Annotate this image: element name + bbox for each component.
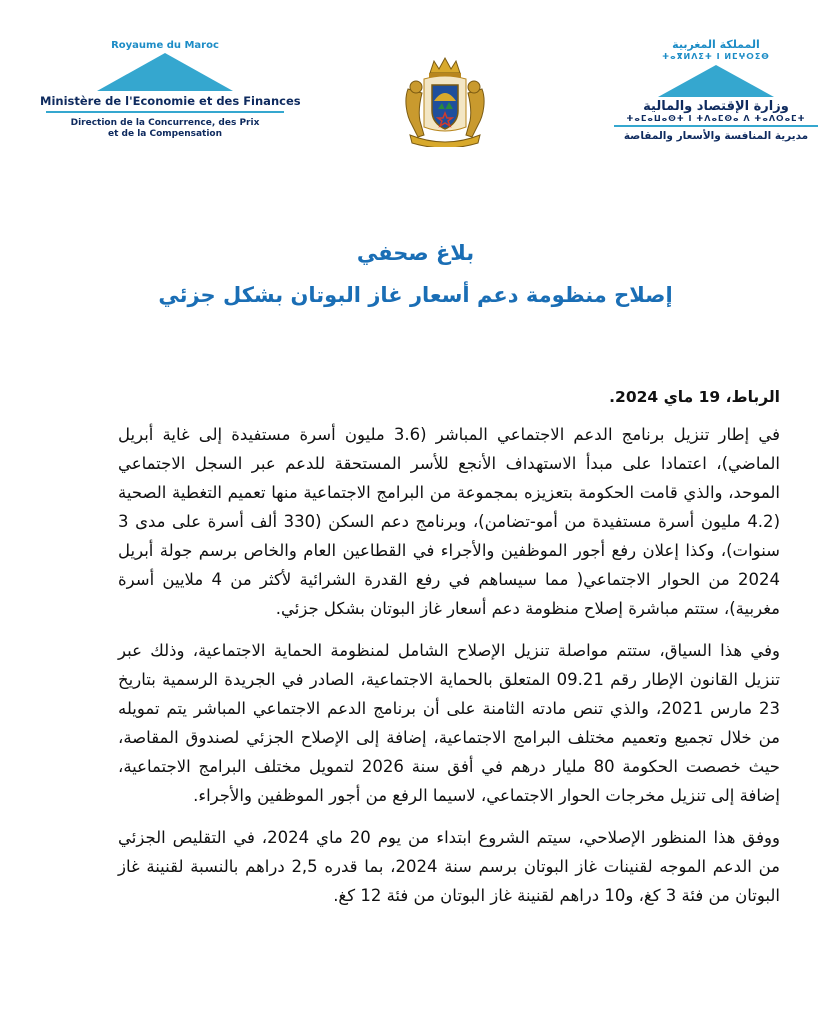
royal-coat-of-arms-icon	[402, 55, 488, 147]
document-title: بلاغ صحفي	[356, 241, 475, 265]
direction-line-2: et de la Compensation	[107, 129, 223, 139]
ministry-triangle-icon	[97, 53, 233, 91]
kingdom-label-tifinagh: ⵜⴰⴳⵍⴷⵉⵜ ⵏ ⵍⵎⵖⵔⵉⴱ	[662, 52, 770, 61]
ministry-name-tifinagh: ⵜⴰⵎⴰⵡⴰⵙⵜ ⵏ ⵜⴷⴰⵎⵙⴰ ⴷ ⵜⴰⴷⵔⴰⵎⵜ	[626, 114, 806, 123]
paragraph-3: ووفق هذا المنظور الإصلاحي، سيتم الشروع ابتداء من يوم 20 ماي 2024، في التقليص الجزئي من الدعم الموجه لقنينات غاز البوتان برسم سنة 2024، بما قدره 2,5 دراهم بالنسبة لقنينة غاز البوتان من فئة 3 كغ، و10 دراهم لقنينة غاز البوتان من فئة 12 كغ.	[118, 828, 780, 905]
direction-name-fr	[40, 118, 290, 140]
ministry-logo-french	[40, 40, 301, 140]
direction-name-ar: مديرية المنافسة والأسعار والمقاصة	[623, 130, 809, 142]
letterhead	[0, 0, 831, 200]
ministry-name-fr: Ministère de l'Economie et des Finances	[40, 94, 301, 108]
ministry-triangle-icon	[658, 65, 774, 97]
paragraph-2: وفي هذا السياق، ستتم مواصلة تنزيل الإصلاح الشامل لمنظومة الحماية الاجتماعية، وذلك عبر تنزيل القانون الإطار رقم 09.21 المتعلق بالحماية الاجتماعية، الصادر في الجريدة الرسمية بتاريخ 23 مارس 2021، والذي تنص مادته الثامنة على أن برنامج الدعم الاجتماعي المباشر يتم تمويله من خلال تجميع وتعميم مختلف البرامج الاجتماعية، إضافة إلى الإصلاح الجزئي لصندوق المقاصة، حيث خصصت الحكومة 80 مليار درهم في أفق سنة 2026 لتمويل مختلف البرامج الاجتماعية، إضافة إلى تنزيل مخرجات الحوار الاجتماعي، لاسيما الرفع من أجور الموظفين والأجراء.	[118, 641, 781, 805]
kingdom-label-fr: Royaume du Maroc	[111, 40, 219, 51]
logo-divider	[46, 111, 284, 113]
logo-divider	[614, 125, 818, 127]
kingdom-label-ar: المملكة المغربية	[672, 38, 760, 51]
date-line: الرباط، 19 ماي 2024.	[609, 388, 780, 406]
document-subtitle: إصلاح منظومة دعم أسعار غاز البوتان بشكل جزئي	[158, 283, 673, 307]
ministry-name-ar: وزارة الإقتصاد والمالية	[643, 99, 789, 114]
paragraph-1: في إطار تنزيل برنامج الدعم الاجتماعي المباشر (3.6 مليون أسرة مستفيدة إلى غاية أبريل الماضي)، اعتمادا على مبدأ الاستهداف الأنجع للأسر المستحقة للدعم عبر السجل الاجتماعي الموحد، والذي قامت الحكومة بتعزيزه بمجموعة من البرامج الاجتماعية منها تعميم التغطية الصحية (4.2 مليون أسرة مستفيدة من أمو-تضامن)، وبرنامج دعم السكن (330 ألف أسرة على مدى 3 سنوات)، وكذا إعلان رفع أجور الموظفين والأجراء في القطاعين العام والخاص برسم جولة أبريل 2024 من الحوار الاجتماعي( مما سيساهم في رفع القدرة الشرائية لأكثر من 4 ملايين أسرة مغربية)، ستتم مباشرة إصلاح منظومة دعم أسعار غاز البوتان بشكل جزئي.	[118, 425, 780, 618]
ministry-logo-arabic	[608, 38, 824, 142]
press-release-body	[118, 388, 780, 923]
direction-line-1: Direction de la Concurrence, des Prix	[70, 118, 260, 128]
